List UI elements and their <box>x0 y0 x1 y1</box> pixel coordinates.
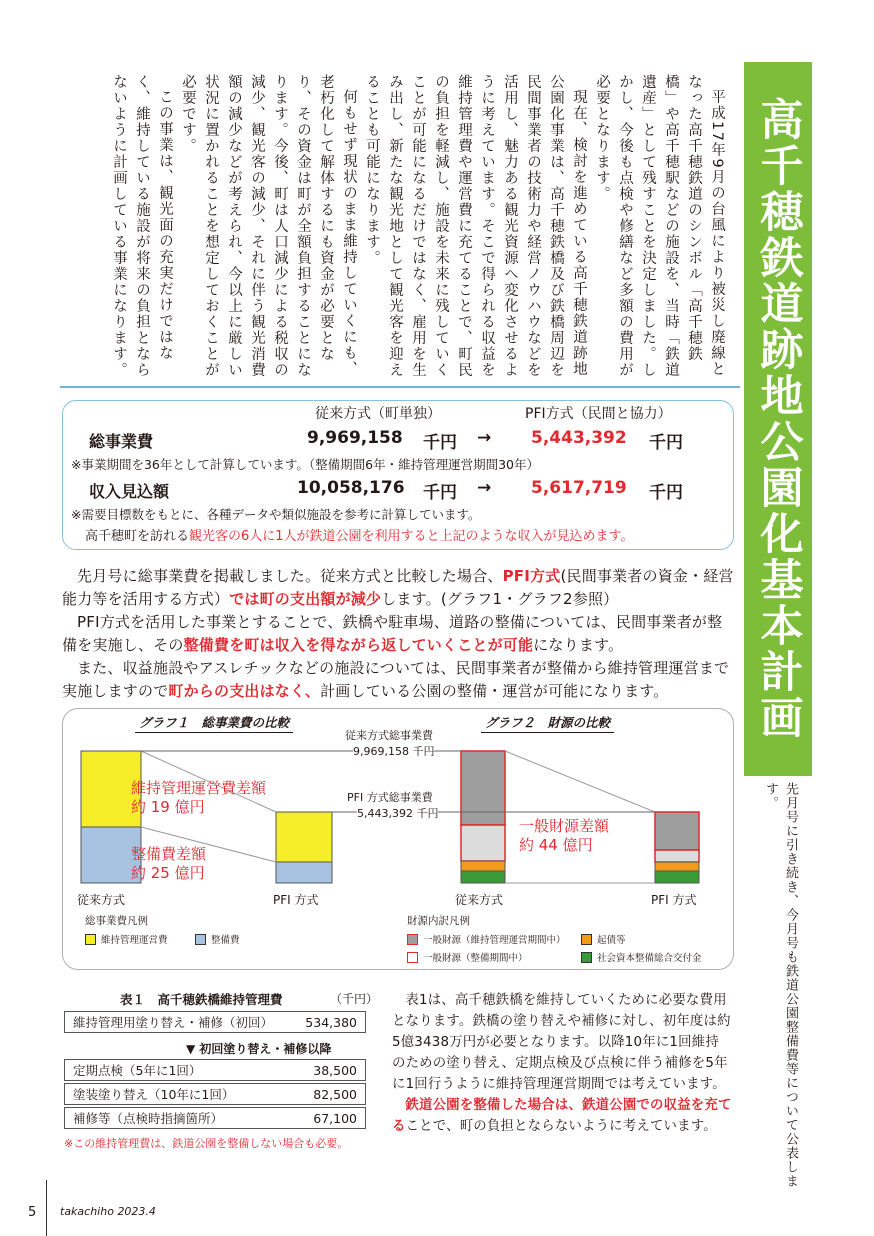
pfi-total-value: 5,443,392 千円 <box>357 807 439 820</box>
legend-bonds <box>581 932 626 946</box>
income-label: 収入見込額 <box>89 482 170 501</box>
text: 先月号に総事業費を掲載しました。従来方式と比較した場合、 <box>77 567 503 585</box>
vertical-intro-text <box>68 74 728 384</box>
green-swatch <box>581 952 592 963</box>
paragraph <box>392 1095 732 1137</box>
yellow-swatch <box>85 934 96 945</box>
g1-pfi-yellow-bar <box>276 812 332 862</box>
intro-paragraph: この事業は、観光面の充実だけではなく、維持している施設が将来の負担とならないように計画している事業になります。 <box>111 74 173 378</box>
cell-value: 38,500 <box>313 1062 357 1078</box>
orange-swatch <box>581 934 592 945</box>
cell-value: 67,100 <box>313 1110 357 1126</box>
total-cost-conventional: 9,969,158 <box>307 428 403 448</box>
text: PFI方式を活用した事業とすることで、鉄橋や駐車場、道路の整備については、民間事業者が整備を実施し、その <box>62 613 723 654</box>
graph1-title: グラフ１ 総事業費の比較 <box>139 715 290 730</box>
g1-x-pfi: PFI 方式 <box>273 893 319 907</box>
magazine-name: takachiho 2023.4 <box>60 1205 156 1218</box>
highlight: PFI方式 <box>502 567 561 585</box>
g2-pfi-gray-bar <box>655 812 699 850</box>
legend-grant <box>581 950 702 964</box>
gray-swatch <box>407 934 418 945</box>
conv-total-label: 従来方式総事業費 <box>345 729 433 742</box>
g1-x-conv: 従来方式 <box>77 893 126 907</box>
label: 起債等 <box>597 935 626 946</box>
header-pfi: PFI方式（民間と協力） <box>525 406 672 422</box>
label: 整備費 <box>211 935 240 946</box>
legend-general-build <box>407 950 528 964</box>
table-explanation <box>392 990 732 1137</box>
text: (民間事業者の資金・経営能力等を活用する方式） <box>62 567 734 608</box>
page-title: 高千穂鉄道跡地公園化基本計画 <box>753 97 804 741</box>
note-visitors-red: 観光客の6人に1人が鉄道公園を利用すると上記のような収入が見込めます。 <box>189 529 634 544</box>
table-row <box>64 1107 366 1129</box>
value: 約 19 億円 <box>131 798 205 816</box>
g1-pfi-blue-bar <box>276 862 332 883</box>
g2-x-pfi: PFI 方式 <box>651 893 697 907</box>
g2-pfi-green-bar <box>655 871 699 883</box>
g2-x-conv: 従来方式 <box>455 893 504 907</box>
cell-label: 補修等（点検時指摘箇所） <box>73 1111 224 1126</box>
paragraph: 表1は、高千穂鉄橋を維持していくために必要な費用となります。鉄橋の塗り替えや補修に対し、初年度は約5億3438万円が必要となります。以降10年に1回維持のための塗り替え、定期点検及び点検に伴う補修を5年に1回行うように維持管理運営期間では考えています。 <box>392 993 731 1092</box>
total-cost-label: 総事業費 <box>89 432 154 451</box>
value: 約 44 億円 <box>519 836 593 854</box>
total-cost-pfi: 5,443,392 <box>531 428 627 448</box>
label: 維持管理運営費 <box>101 935 168 946</box>
intro-paragraph: 何もせず現状のまま維持していくにも、老朽化して解体するにも資金が必要となり、その資金は町が全額負担することになります。今後、町は人口減少による税収の減少、観光客の減少、それに伴う観光消費額の減少などが考えられ、今以上に厳しい状況に置かれることを想定しておくことが必要です。 <box>180 74 357 378</box>
g2-conv-lightgray-bar <box>461 825 505 861</box>
highlight: 整備費を町は収入を得ながら返していくことが可能 <box>183 636 534 654</box>
g1-diff-maintenance <box>131 779 266 817</box>
g2-pfi-orange-bar <box>655 862 699 871</box>
cost-comparison-box <box>62 400 734 550</box>
legend1-title: 総事業費凡例 <box>85 915 148 927</box>
text: になります。 <box>533 636 624 654</box>
g2-pfi-lightgray-bar <box>655 850 699 862</box>
body-paragraph-2 <box>62 611 736 657</box>
note-visitors <box>85 525 634 544</box>
white-swatch <box>407 952 418 963</box>
note-visitors-text: 高千穂町を訪れる <box>85 529 190 544</box>
footer-divider <box>46 1180 47 1236</box>
blue-swatch <box>195 934 206 945</box>
unit: 千円 <box>649 483 683 503</box>
g2-conv-gray-bar <box>461 751 505 825</box>
intro-paragraph: 現在、検討を進めている高千穂鉄道跡地公園化事業は、高千穂鉄橋及び鉄橋周辺を民間事業者の技術力や経営ノウハウなどを活用し、魅力ある観光資源へ変化させるように考えています。そこで得られる収益を維持管理費や運営費に充てることで、町民の負担を軽減し、施設を未来に残していくことが可能になるだけではなく、雇用を生み出し、新たな観光地として観光客を迎えることも可能になります。 <box>364 74 587 378</box>
cell-label: 維持管理用塗り替え・補修（初回） <box>73 1015 274 1030</box>
cell-label: 定期点検（5年に1回） <box>73 1063 202 1078</box>
text: します。(グラフ1・グラフ2参照） <box>381 590 619 608</box>
table-subheading: ▼ 初回塗り替え・補修以降 <box>186 1042 332 1056</box>
label: 一般財源（維持管理運営期間中） <box>423 935 566 946</box>
header-conventional: 従来方式（町単独） <box>315 406 441 422</box>
text: 計画している公園の整備・運営が可能になります。 <box>320 682 669 700</box>
unit: 千円 <box>423 483 457 503</box>
legend-general-maint <box>407 932 566 946</box>
g2-diff-general <box>519 817 609 855</box>
cell-label: 塗装塗り替え（10年に1回） <box>73 1087 235 1102</box>
income-conventional: 10,058,176 <box>297 478 405 498</box>
intro-paragraph: 平成17年9月の台風により被災し廃線となった高千穂鉄道のシンボル「高千穂鉄橋」や高千穂駅などの施設を、当時「鉄道遺産」として残すことを決定しました。しかし、今後も点検や修繕など多額の費用が必要となります。 <box>594 74 725 378</box>
section-divider <box>60 386 740 388</box>
unit: 千円 <box>649 433 683 453</box>
note-period: ※事業期間を36年として計算しています。（整備期間6年・維持管理運営期間30年） <box>71 457 539 472</box>
g2-connector-top <box>505 751 655 812</box>
body-paragraph-1 <box>62 565 736 611</box>
label: 一般財源差額 <box>519 817 610 835</box>
graphs-panel <box>62 708 734 970</box>
legend-maintenance <box>85 932 168 946</box>
highlight: では町の支出額が減少 <box>229 590 382 608</box>
highlight: 鉄道公園を整備した場合は、鉄道公園での収益を充てる <box>392 1098 732 1134</box>
table-row <box>64 1011 366 1033</box>
body-paragraph-3 <box>62 657 736 703</box>
income-pfi: 5,617,719 <box>531 478 627 498</box>
label: 社会資本整備総合交付金 <box>597 953 702 964</box>
table-row <box>64 1083 366 1105</box>
cell-value: 82,500 <box>313 1086 357 1102</box>
conv-total-value: 9,969,158 千円 <box>353 745 435 758</box>
note-demand: ※需要目標数をもとに、各種データや類似施設を参考に計算しています。 <box>71 507 481 522</box>
page-number: 5 <box>28 1205 37 1220</box>
label: 整備費差額 <box>131 845 207 863</box>
value: 約 25 億円 <box>131 864 205 882</box>
pfi-total-label: PFI 方式総事業費 <box>347 791 433 804</box>
arrow: → <box>477 478 492 498</box>
legend2-title: 財源内訳凡例 <box>407 915 470 927</box>
table-unit: （千円） <box>330 992 379 1006</box>
text: また、収益施設やアスレチックなどの施設については、民間事業者が整備から維持管理運営まで実施しますので <box>62 659 730 700</box>
text: ことで、町の負担とならないように考えています。 <box>405 1119 717 1134</box>
cell-value: 534,380 <box>305 1014 357 1030</box>
g2-conv-green-bar <box>461 871 505 883</box>
highlight: 町からの支出はなく、 <box>168 682 321 700</box>
legend-construction <box>195 932 240 946</box>
graph2-title: グラフ２ 財源の比較 <box>485 715 611 730</box>
label: 一般財源（整備期間中） <box>423 953 528 964</box>
table-row <box>64 1059 366 1081</box>
table-note: ※この維持管理費は、鉄道公園を整備しない場合も必要。 <box>64 1137 349 1150</box>
title-band <box>744 62 812 776</box>
g1-diff-construction <box>131 845 206 883</box>
table-title: 表１ 高千穂鉄橋維持管理費 <box>120 992 283 1007</box>
unit: 千円 <box>423 433 457 453</box>
arrow: → <box>477 428 492 448</box>
label: 維持管理運営費差額 <box>131 779 267 797</box>
g2-conv-orange-bar <box>461 861 505 871</box>
page-subtitle: 先月号に引き続き、今月号も鉄道公園整備費等について公表します。 <box>763 782 798 1188</box>
